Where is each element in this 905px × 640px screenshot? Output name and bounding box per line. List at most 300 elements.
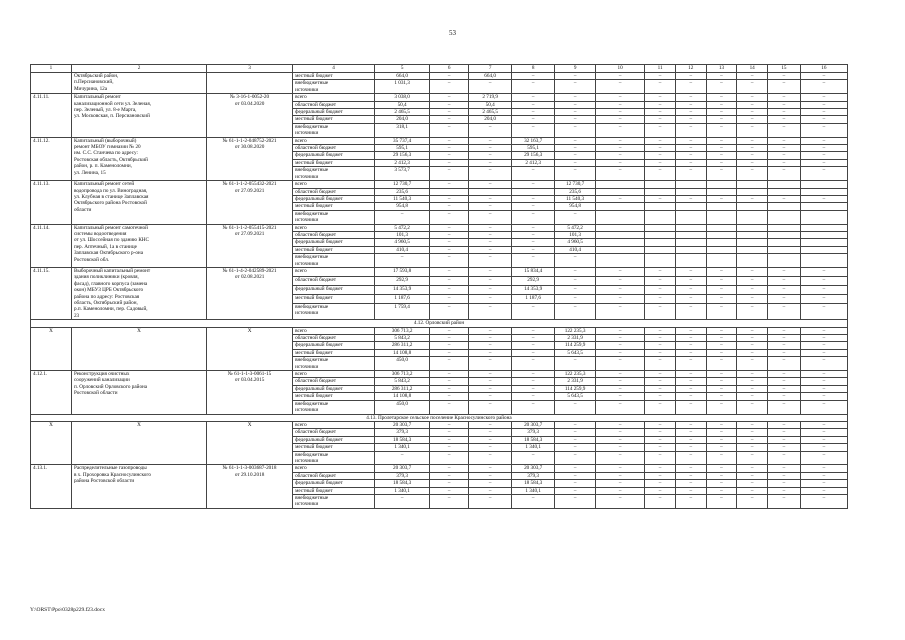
funding-source: внебюджетные источники [293,123,375,137]
amount-cell: – [555,400,596,414]
page-number: 53 [449,29,456,37]
amount-cell: – [430,195,469,202]
amount-cell: – [430,436,469,443]
amount-cell: – [768,494,801,508]
amount-cell: – [706,378,737,385]
amount-cell [706,254,737,268]
amount-cell: – [737,385,768,392]
amount-cell: – [596,285,645,294]
amount-cell: – [512,393,555,400]
amount-cell: – [675,400,706,414]
amount-cell [737,210,768,224]
amount-cell: – [675,451,706,465]
amount-cell: – [469,371,512,378]
amount-cell: – [675,94,706,101]
amount-cell: – [512,385,555,392]
amount-cell: – [469,159,512,166]
funding-source: всего [293,421,375,428]
amount-cell: – [768,451,801,465]
amount-cell: – [555,254,596,268]
amount-cell: – [555,494,596,508]
amount-cell: – [675,494,706,508]
amount-cell: – [706,480,737,487]
amount-cell: – [706,116,737,123]
amount-cell: – [768,400,801,414]
amount-cell: – [706,436,737,443]
amount-cell: – [706,472,737,479]
amount-cell: – [596,480,645,487]
amount-cell: – [706,385,737,392]
amount-cell: – [430,203,469,210]
amount-cell: 664,0 [469,73,512,80]
amount-cell: – [469,203,512,210]
funding-source: областной бюджет [293,429,375,436]
amount-cell: 14 108,8 [374,349,429,356]
amount-cell: – [706,465,737,472]
item-document: X [207,327,293,370]
funding-source: внебюджетные источники [293,210,375,224]
funding-source: федеральный бюджет [293,342,375,349]
amount-cell [675,239,706,246]
column-number: 1 [31,65,72,73]
amount-cell: – [706,303,737,320]
column-number: 5 [374,65,429,73]
amount-cell: – [768,94,801,101]
funding-source: федеральный бюджет [293,109,375,116]
funding-source: местный бюджет [293,487,375,494]
column-number: 15 [768,65,801,73]
amount-cell: 4 960,5 [374,239,429,246]
amount-cell: 5 843,2 [374,378,429,385]
amount-cell: – [737,357,768,371]
amount-cell: 3 573,7 [374,167,429,181]
amount-cell: – [469,494,512,508]
amount-cell: – [706,123,737,137]
amount-cell: – [768,472,801,479]
amount-cell: – [596,276,645,285]
item-document: № 61-1-1-3-003687-2018 от 29.10.2018 [207,465,293,508]
amount-cell: – [469,254,512,268]
amount-cell: – [768,109,801,116]
amount-cell: – [706,342,737,349]
funding-source: федеральный бюджет [293,385,375,392]
table-row [31,371,848,378]
amount-cell: – [469,327,512,334]
amount-cell [800,254,847,268]
amount-cell: – [737,73,768,80]
amount-cell: – [469,210,512,224]
amount-cell: – [430,285,469,294]
amount-cell [800,224,847,231]
funding-source: областной бюджет [293,188,375,195]
amount-cell: 14 353,9 [374,285,429,294]
amount-cell [596,210,645,224]
amount-cell: 20 303,7 [512,421,555,428]
amount-cell: – [555,276,596,285]
amount-cell: – [737,285,768,294]
amount-cell: 286 311,2 [374,385,429,392]
amount-cell [768,246,801,253]
amount-cell: – [512,349,555,356]
amount-cell: – [555,210,596,224]
funding-source: местный бюджет [293,349,375,356]
section-title: 4.13. Пролетарское сельское поселение Красносулинского района [31,414,848,421]
funding-source: областной бюджет [293,101,375,108]
amount-cell: – [430,327,469,334]
amount-cell [645,203,676,210]
amount-cell: – [675,159,706,166]
amount-cell: – [737,94,768,101]
item-number: 4.11.13. [31,181,72,224]
funding-source: местный бюджет [293,203,375,210]
item-document: X [207,421,293,464]
amount-cell: – [596,267,645,276]
amount-cell: – [706,109,737,116]
funding-source: местный бюджет [293,444,375,451]
amount-cell: – [430,101,469,108]
column-number: 3 [207,65,293,73]
amount-cell: – [645,267,676,276]
amount-cell: – [645,451,676,465]
amount-cell: 3 038,0 [374,94,429,101]
amount-cell: – [768,378,801,385]
amount-cell: – [430,167,469,181]
amount-cell: – [512,210,555,224]
amount-cell: – [675,303,706,320]
amount-cell: – [645,116,676,123]
funding-source: областной бюджет [293,378,375,385]
amount-cell [645,246,676,253]
amount-cell: – [645,465,676,472]
funding-source: всего [293,94,375,101]
amount-cell: – [469,294,512,303]
amount-cell: – [706,267,737,276]
amount-cell: – [374,254,429,268]
amount-cell: – [737,152,768,159]
amount-cell: – [374,494,429,508]
amount-cell [768,239,801,246]
funding-source: областной бюджет [293,276,375,285]
amount-cell: – [768,101,801,108]
amount-cell: – [645,101,676,108]
amount-cell: – [800,137,847,144]
amount-cell: – [512,195,555,202]
amount-cell: 204,0 [374,116,429,123]
item-number: X [31,327,72,370]
amount-cell: – [555,167,596,181]
amount-cell: – [555,465,596,472]
amount-cell: – [469,167,512,181]
amount-cell: – [706,294,737,303]
amount-cell: – [469,246,512,253]
amount-cell: – [675,421,706,428]
amount-cell: – [596,371,645,378]
amount-cell: – [645,349,676,356]
item-description: X [71,421,206,464]
item-description: Капитальный ремонт самотечной системы водоотведения от ул. Шоссейная по зданию КНС пер. Аптечный, 1а в станице Заплавская Октябрьского р-она Ростовской обл. [71,224,206,267]
amount-cell: – [768,152,801,159]
amount-cell: – [596,145,645,152]
amount-cell [737,231,768,238]
amount-cell: 122 235,3 [555,327,596,334]
amount-cell: – [430,303,469,320]
amount-cell: – [469,480,512,487]
amount-cell: – [706,444,737,451]
amount-cell: 20 303,7 [374,465,429,472]
funding-source: всего [293,465,375,472]
amount-cell: – [706,73,737,80]
amount-cell: 292,9 [512,276,555,285]
amount-cell: – [469,393,512,400]
amount-cell: – [596,73,645,80]
amount-cell: – [469,80,512,94]
amount-cell: – [512,80,555,94]
amount-cell: 5 643,5 [555,393,596,400]
amount-cell: 1 340,1 [374,487,429,494]
amount-cell: – [706,80,737,94]
amount-cell: – [555,421,596,428]
amount-cell: – [469,239,512,246]
amount-cell: – [555,472,596,479]
amount-cell: – [675,294,706,303]
amount-cell: 122 235,3 [555,371,596,378]
amount-cell: – [675,393,706,400]
amount-cell: – [800,294,847,303]
amount-cell: – [800,101,847,108]
amount-cell: 2 412,3 [374,159,429,166]
amount-cell: – [430,444,469,451]
amount-cell: – [768,195,801,202]
amount-cell: – [469,487,512,494]
amount-cell: – [596,378,645,385]
amount-cell: – [596,349,645,356]
amount-cell: 1 031,3 [374,80,429,94]
table-row [31,224,848,231]
amount-cell [737,246,768,253]
amount-cell: – [430,137,469,144]
amount-cell: – [469,145,512,152]
amount-cell: – [430,393,469,400]
amount-cell: – [469,429,512,436]
amount-cell [800,188,847,195]
amount-cell: 292,9 [374,276,429,285]
amount-cell: 595,1 [512,145,555,152]
amount-cell: – [645,487,676,494]
amount-cell: – [430,335,469,342]
column-number: 6 [430,65,469,73]
funding-source: федеральный бюджет [293,152,375,159]
amount-cell: – [768,285,801,294]
amount-cell: – [706,195,737,202]
amount-cell: – [737,101,768,108]
amount-cell: – [645,94,676,101]
amount-cell [645,239,676,246]
amount-cell: – [800,80,847,94]
amount-cell: – [800,349,847,356]
amount-cell: – [555,159,596,166]
amount-cell: 379,3 [512,472,555,479]
amount-cell [596,239,645,246]
amount-cell [469,188,512,195]
amount-cell: – [800,385,847,392]
amount-cell: – [430,349,469,356]
amount-cell [706,203,737,210]
funding-source: внебюджетные источники [293,451,375,465]
funding-source: местный бюджет [293,116,375,123]
amount-cell: – [596,436,645,443]
amount-cell [800,181,847,188]
amount-cell: – [512,123,555,137]
amount-cell [645,224,676,231]
amount-cell: 29 156,3 [374,152,429,159]
funding-source: федеральный бюджет [293,195,375,202]
amount-cell [675,246,706,253]
amount-cell: – [706,371,737,378]
amount-cell: – [706,393,737,400]
amount-cell: – [469,181,512,188]
amount-cell: – [737,195,768,202]
amount-cell: – [706,285,737,294]
amount-cell: – [675,480,706,487]
amount-cell: – [675,357,706,371]
amount-cell: – [737,335,768,342]
column-number: 13 [706,65,737,73]
amount-cell: 5 472,2 [555,224,596,231]
amount-cell: 1 187,6 [374,294,429,303]
amount-cell: – [645,429,676,436]
amount-cell [706,224,737,231]
funding-source: федеральный бюджет [293,285,375,294]
amount-cell [596,224,645,231]
amount-cell: – [675,335,706,342]
amount-cell: – [430,246,469,253]
amount-cell: – [675,429,706,436]
amount-cell: – [737,393,768,400]
amount-cell [706,188,737,195]
amount-cell: – [768,393,801,400]
amount-cell: 4 960,5 [555,239,596,246]
amount-cell: – [430,109,469,116]
amount-cell: – [555,451,596,465]
amount-cell [596,203,645,210]
funding-source: местный бюджет [293,159,375,166]
amount-cell: – [430,80,469,94]
amount-cell: – [675,195,706,202]
funding-source: внебюджетные источники [293,254,375,268]
amount-cell: – [469,451,512,465]
item-number: 4.11.14. [31,224,72,267]
amount-cell: – [800,393,847,400]
amount-cell [706,239,737,246]
amount-cell [768,181,801,188]
amount-cell [706,231,737,238]
column-number: 16 [800,65,847,73]
amount-cell: – [706,357,737,371]
amount-cell: – [645,294,676,303]
amount-cell: – [768,123,801,137]
amount-cell: – [596,195,645,202]
amount-cell: – [645,436,676,443]
amount-cell: – [800,357,847,371]
amount-cell: – [800,436,847,443]
amount-cell: – [596,421,645,428]
amount-cell: – [737,294,768,303]
amount-cell: – [645,285,676,294]
amount-cell: – [512,342,555,349]
amount-cell [512,188,555,195]
amount-cell: 235,6 [374,188,429,195]
amount-cell: 20 303,7 [512,465,555,472]
amount-cell: 50,4 [469,101,512,108]
amount-cell: – [596,342,645,349]
amount-cell: 114 259,9 [555,385,596,392]
item-description: Реконструкция очистных сооружений канализации п. Орловский Орловского района Ростовской области [71,371,206,414]
amount-cell: – [430,378,469,385]
amount-cell: – [430,480,469,487]
amount-cell: 450,0 [374,357,429,371]
amount-cell: – [512,94,555,101]
amount-cell: – [512,327,555,334]
amount-cell: – [675,73,706,80]
amount-cell: – [512,167,555,181]
amount-cell [596,188,645,195]
amount-cell: – [737,303,768,320]
amount-cell: – [768,335,801,342]
amount-cell: – [596,137,645,144]
amount-cell: – [706,429,737,436]
amount-cell: – [706,400,737,414]
amount-cell: – [469,195,512,202]
amount-cell [675,188,706,195]
amount-cell: 15 834,4 [512,267,555,276]
amount-cell: – [645,472,676,479]
amount-cell: 14 108,8 [374,393,429,400]
amount-cell: – [768,349,801,356]
funding-source: областной бюджет [293,231,375,238]
amount-cell: – [555,294,596,303]
amount-cell: – [596,327,645,334]
amount-cell: 35 737,4 [374,137,429,144]
amount-cell: – [675,167,706,181]
amount-cell: – [596,303,645,320]
amount-cell: – [596,451,645,465]
amount-cell: – [706,159,737,166]
column-number: 2 [71,65,206,73]
table-row [31,137,848,144]
amount-cell: – [800,195,847,202]
amount-cell: – [469,267,512,276]
amount-cell: 410,4 [374,246,429,253]
amount-cell: – [800,487,847,494]
amount-cell: – [374,210,429,224]
amount-cell: 2 719,9 [469,94,512,101]
amount-cell: – [768,465,801,472]
amount-cell: – [800,342,847,349]
amount-cell: 20 303,7 [374,421,429,428]
amount-cell: – [512,451,555,465]
amount-cell: – [430,231,469,238]
amount-cell: – [430,152,469,159]
amount-cell [675,231,706,238]
amount-cell: – [800,167,847,181]
amount-cell: – [469,444,512,451]
amount-cell: – [800,123,847,137]
amount-cell: – [645,123,676,137]
amount-cell: – [469,385,512,392]
amount-cell: – [596,400,645,414]
amount-cell: – [469,436,512,443]
amount-cell: – [800,429,847,436]
